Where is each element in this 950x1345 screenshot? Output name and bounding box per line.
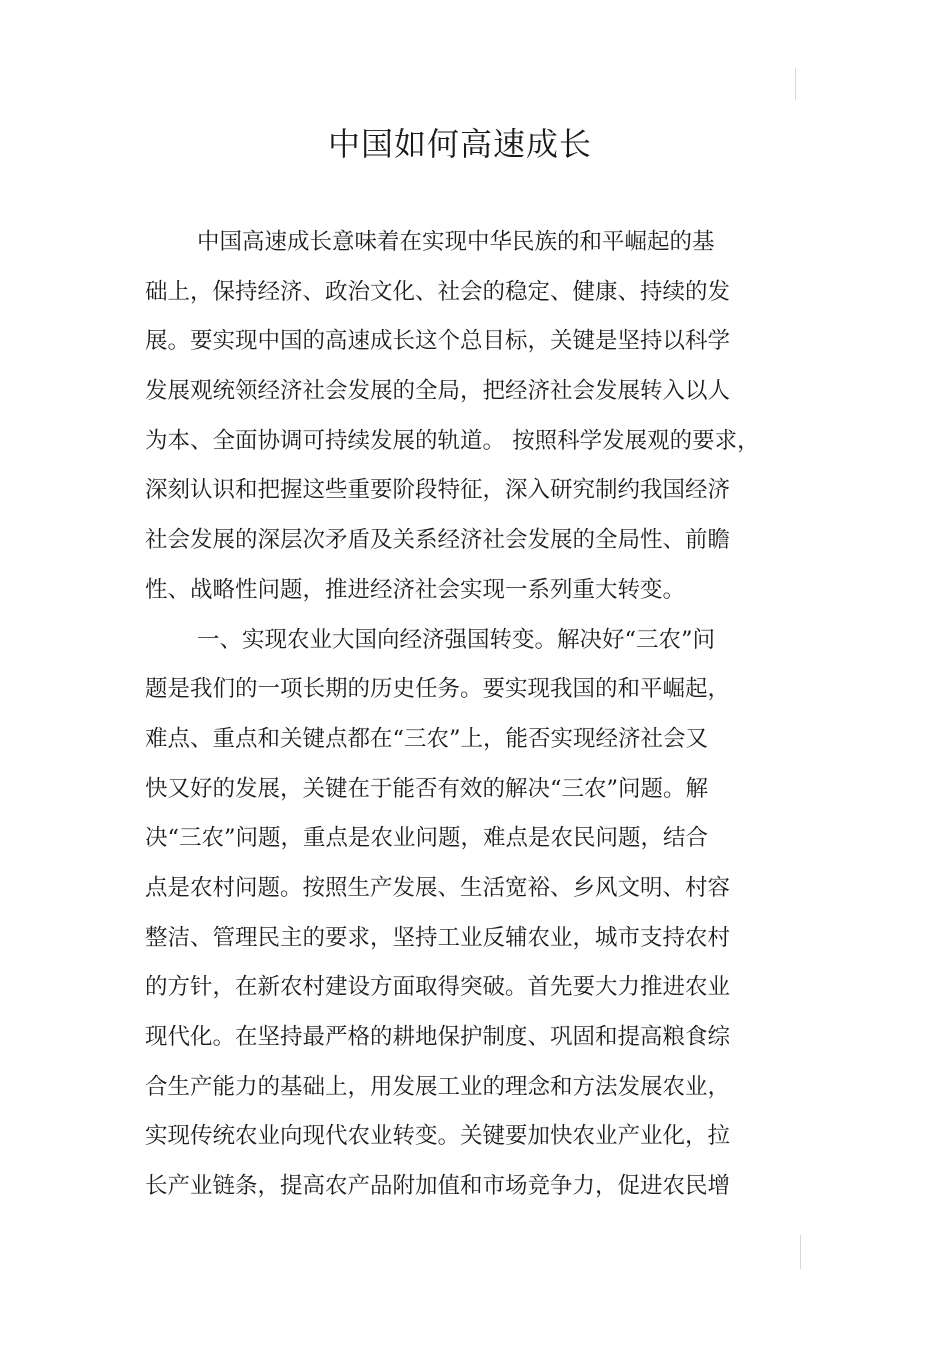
page-corner-mark-bottom [800,1235,801,1269]
paragraph-1-line-8: 性、战略性问题，推进经济社会实现一系列重大转变。 [145,576,686,603]
paragraph-2-line-10: 合生产能力的基础上，用发展工业的理念和方法发展农业， [145,1073,731,1100]
paragraph-2-line-2: 题是我们的一项长期的历史任务。要实现我国的和平崛起， [145,676,731,703]
paragraph-1-line-1: 中国高速成长意味着在实现中华民族的和平崛起的基 [197,229,715,255]
paragraph-2-line-3: 难点、重点和关键点都在“三农”上，能否实现经济社会又 [145,725,709,752]
document-title: 中国如何高速成长 [327,125,592,163]
paragraph-2-line-4: 快又好的发展，关键在于能否有效的解决“三农”问题。解 [145,775,709,802]
paragraph-2-line-12: 长产业链条，提高农产品附加值和市场竞争力，促进农民增 [145,1173,731,1200]
paragraph-1-line-5: 为本、全面协调可持续发展的轨道。 按照科学发展观的要求， [145,427,760,454]
paragraph-1-line-6: 深刻认识和把握这些重要阶段特征，深入研究制约我国经济 [145,477,731,504]
page-corner-mark-top [795,68,796,100]
paragraph-2-line-7: 整洁、管理民主的要求，坚持工业反辅农业，城市支持农村 [145,924,731,951]
paragraph-2-line-1: 一、实现农业大国向经济强国转变。解决好“三农”问 [197,626,716,653]
paragraph-1-line-3: 展。要实现中国的高速成长这个总目标，关键是坚持以科学 [145,328,731,355]
paragraph-2-line-6: 点是农村问题。按照生产发展、生活宽裕、乡风文明、村容 [145,874,731,901]
paragraph-2-line-5: 决“三农”问题，重点是农业问题，难点是农民问题，结合 [145,825,709,852]
paragraph-1-line-7: 社会发展的深层次矛盾及关系经济社会发展的全局性、前瞻 [145,527,731,554]
paragraph-2-line-8: 的方针，在新农村建设方面取得突破。首先要大力推进农业 [145,974,731,1001]
paragraph-1-line-2: 础上，保持经济、政治文化、社会的稳定、健康、持续的发 [145,278,731,305]
paragraph-2-line-11: 实现传统农业向现代农业转变。关键要加快农业产业化，拉 [145,1123,731,1150]
paragraph-1-line-4: 发展观统领经济社会发展的全局，把经济社会发展转入以人 [145,378,731,405]
paragraph-2-line-9: 现代化。在坚持最严格的耕地保护制度、巩固和提高粮食综 [145,1024,731,1050]
document-body [145,222,805,1216]
